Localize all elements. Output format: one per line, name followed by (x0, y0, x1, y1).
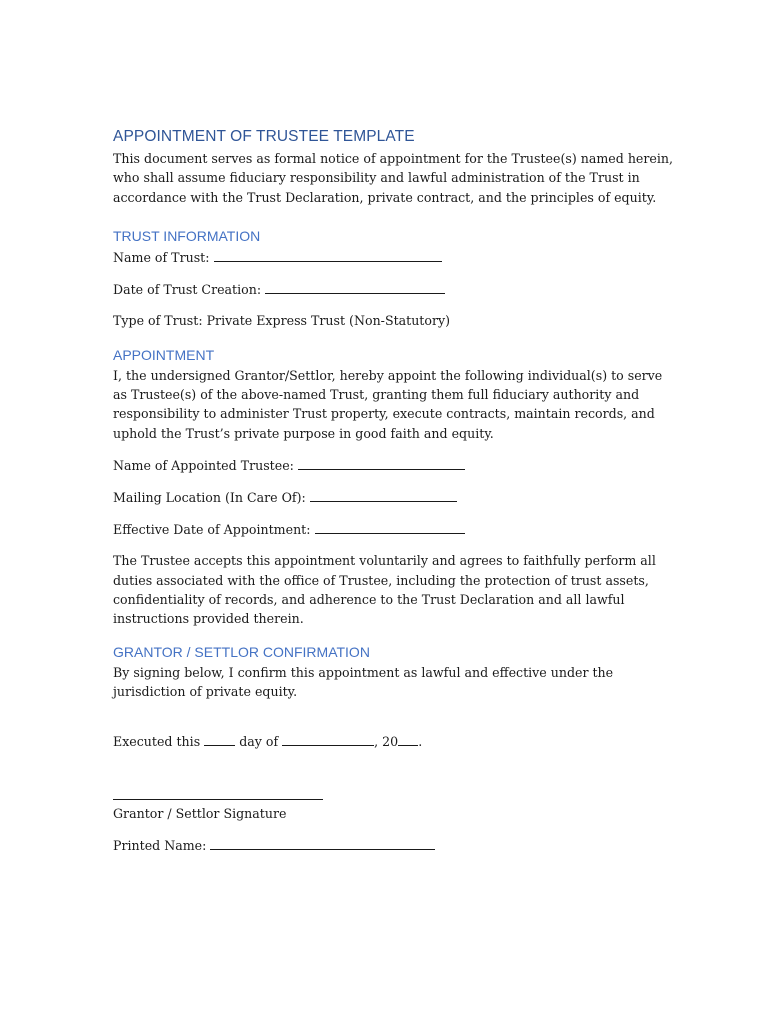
executed-line (113, 732, 673, 751)
intro-paragraph: This document serves as formal notice of appointment for the Trustee(s) named herein, who shall assume fiduciary responsibility and lawful administration of the Trust in accordance with the Trust Declaration, private contract, and the principles of equity. (113, 151, 673, 205)
trust-name-blank[interactable] (214, 249, 442, 262)
trustee-name-label: Name of Appointed Trustee: (113, 457, 294, 473)
executed-year-blank[interactable] (398, 733, 418, 746)
trustee-name-blank[interactable] (298, 457, 465, 470)
trust-date-field[interactable] (113, 280, 673, 299)
confirmation-paragraph: By signing below, I confirm this appointment as lawful and effective under the jurisdiction of private equity. (113, 664, 614, 699)
acceptance-paragraph: The Trustee accepts this appointment voluntarily and agrees to faithfully perform all duties associated with the office of Trustee, including the protection of trust assets, confidentiality of records, and adherence to the Trust Declaration and all lawful instructions provided therein. (113, 553, 656, 627)
mailing-location-field[interactable] (113, 488, 673, 507)
effective-date-label: Effective Date of Appointment: (113, 521, 311, 537)
appointment-paragraph: I, the undersigned Grantor/Settlor, hereby appoint the following individual(s) to serve as Trustee(s) of the above-named Trust, granting them full fiduciary authority and responsibility to administer Trust property, execute contracts, maintain records, and uphold the Trust’s private purpose in good faith and equity. (113, 367, 663, 441)
printed-name-blank[interactable] (210, 837, 435, 850)
trustee-name-field[interactable] (113, 456, 673, 475)
signature-label: Grantor / Settlor Signature (113, 806, 287, 822)
effective-date-blank[interactable] (315, 521, 465, 534)
trust-name-field[interactable] (113, 248, 673, 267)
document-page (113, 126, 673, 856)
executed-year-text: , 20 (374, 734, 399, 750)
trust-name-label: Name of Trust: (113, 249, 210, 265)
signature-line[interactable] (113, 799, 323, 800)
mailing-location-blank[interactable] (310, 489, 457, 502)
trust-date-label: Date of Trust Creation: (113, 281, 262, 297)
appointment-heading: APPOINTMENT (113, 346, 215, 363)
mailing-location-label: Mailing Location (In Care Of): (113, 489, 306, 505)
executed-end: . (418, 734, 423, 750)
printed-name-label: Printed Name: (113, 838, 207, 854)
trust-information-heading: TRUST INFORMATION (113, 227, 261, 244)
trust-date-blank[interactable] (265, 281, 445, 294)
executed-day-blank[interactable] (204, 733, 235, 746)
confirmation-heading: GRANTOR / SETTLOR CONFIRMATION (113, 643, 370, 660)
effective-date-field[interactable] (113, 520, 673, 539)
document-title: APPOINTMENT OF TRUSTEE TEMPLATE (113, 128, 415, 145)
executed-month-blank[interactable] (282, 733, 374, 746)
executed-prefix: Executed this (113, 734, 201, 750)
trust-type-text: Type of Trust: Private Express Trust (Non-Statutory) (113, 313, 450, 329)
executed-day-text: day of (239, 734, 279, 750)
printed-name-field[interactable] (113, 836, 673, 855)
